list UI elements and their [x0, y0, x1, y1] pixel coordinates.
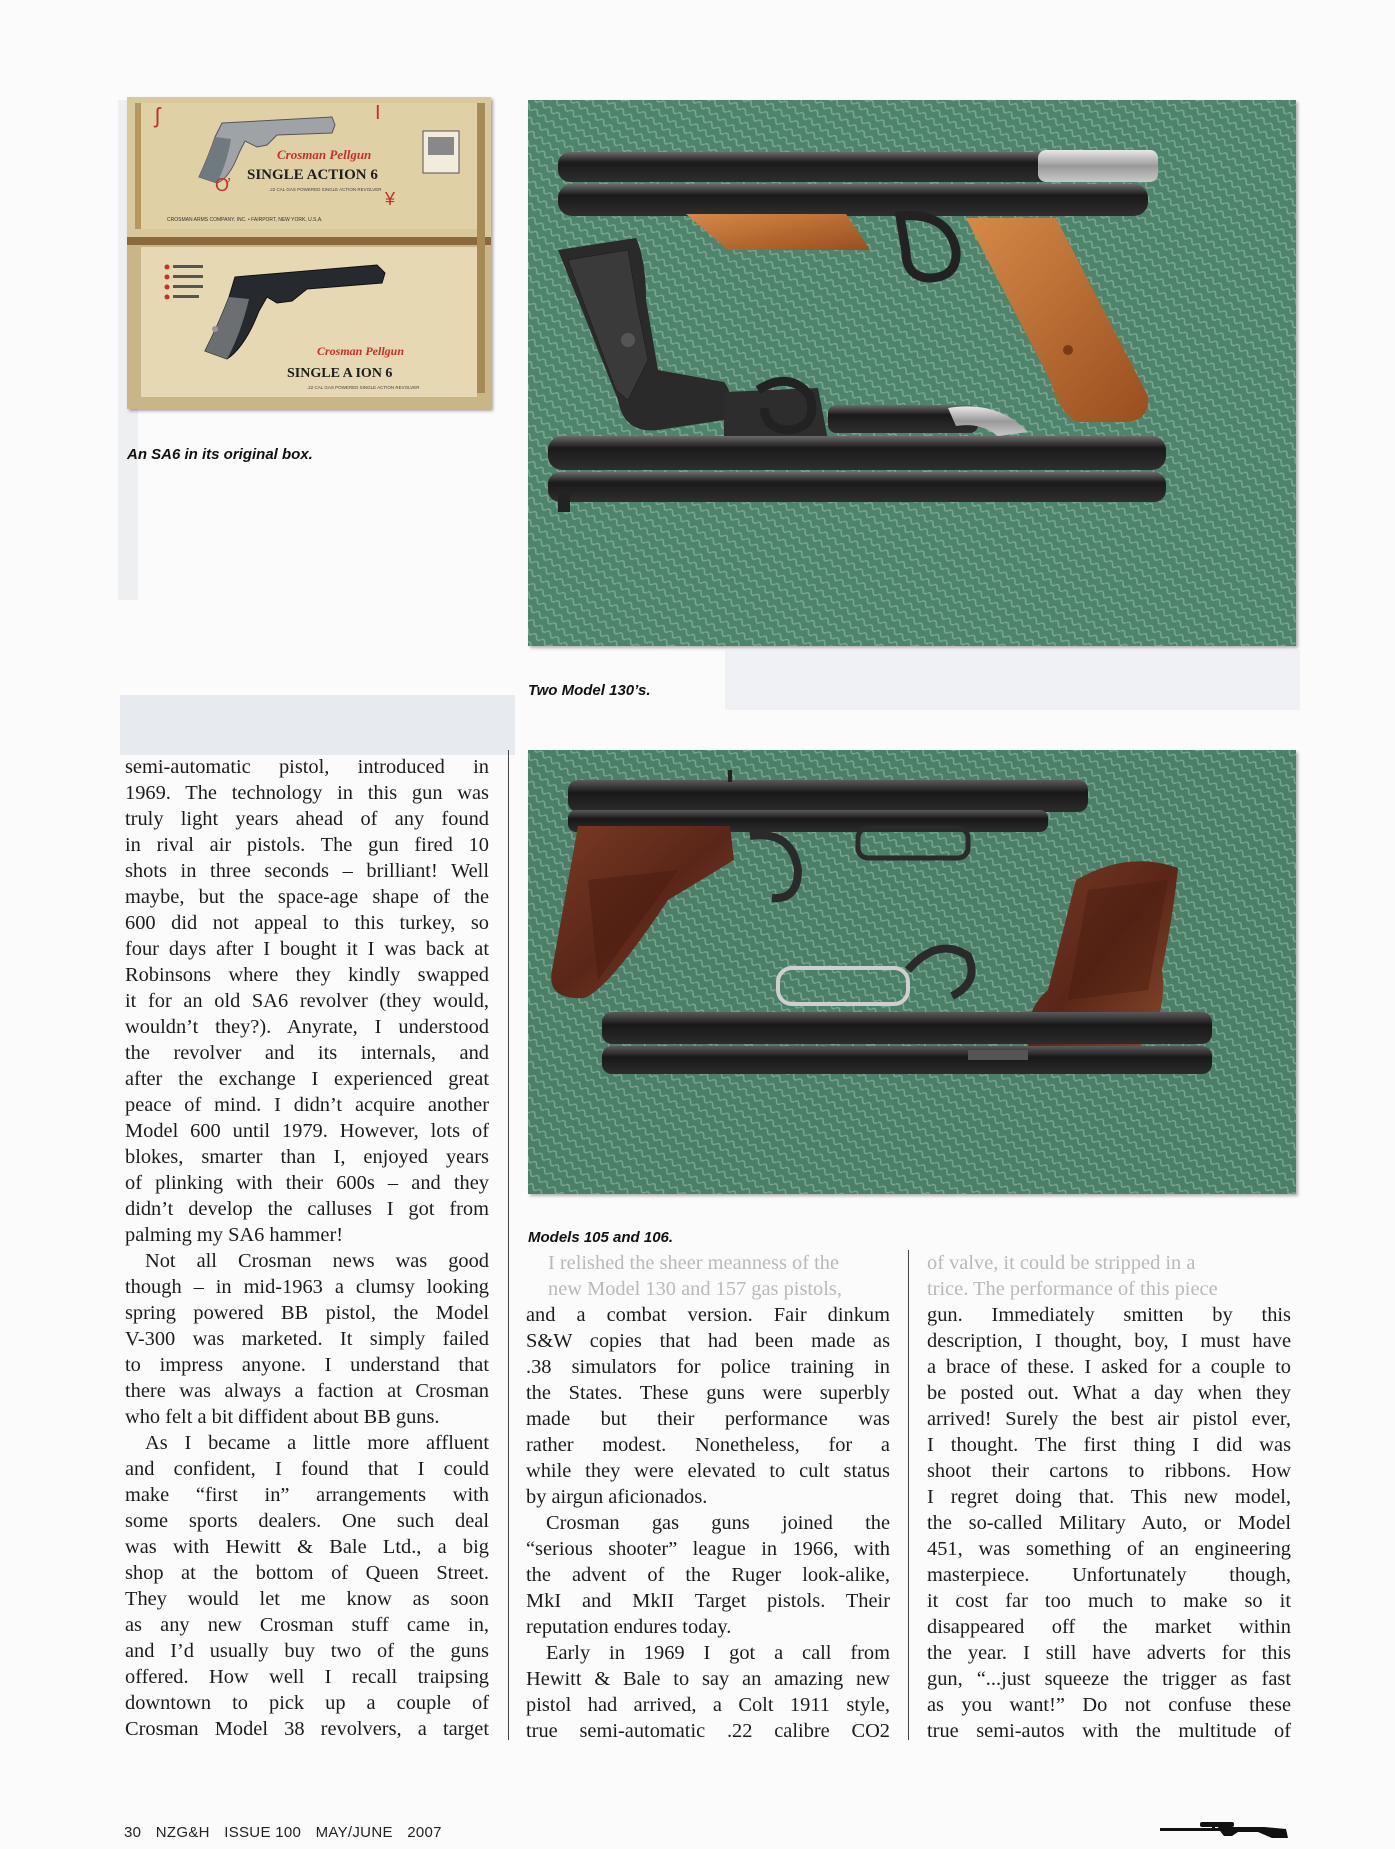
text-line: As I became a little more affluent — [145, 1432, 489, 1454]
page-number: 30 — [124, 1824, 142, 1841]
text-line: pistol had arrived, a Colt 1911 style, — [526, 1694, 890, 1716]
bleed-shadow — [120, 695, 515, 755]
caption-models-105-106: Models 105 and 106. — [528, 1229, 674, 1246]
inner-subtitle: .22 CAL GAS POWERED SINGLE ACTION REVOLVER — [307, 385, 420, 390]
text-line: 451, was something of an engineering — [927, 1538, 1291, 1560]
text-line: arrived! Surely the best air pistol ever, — [927, 1408, 1291, 1430]
text-line: .38 simulators for police training in — [526, 1356, 890, 1378]
text-line: who felt a bit diffident about BB guns. — [125, 1406, 440, 1428]
text-line: was with Hewitt & Bale Ltd., a big — [125, 1536, 489, 1558]
text-line: true semi-autos with the multitude of — [927, 1720, 1291, 1742]
text-line: and confident, I found that I could — [125, 1458, 489, 1480]
photo-sa6-box — [127, 97, 491, 409]
text-line: make “first in” arrangements with — [125, 1484, 489, 1506]
column-rule — [508, 750, 509, 1740]
bleed-through-text: of valve, it could be stripped in a trice. The performance of this piece — [927, 1252, 1218, 1300]
text-line: disappeared off the market within — [927, 1616, 1291, 1638]
text-line: to impress anyone. I understand that — [125, 1354, 489, 1376]
text-line: there was always a faction at Crosman — [125, 1380, 489, 1402]
inner-title: SINGLE A ION 6 — [287, 366, 393, 381]
column-rule — [908, 1250, 909, 1740]
text-line: 1969. The technology in this gun was — [125, 782, 489, 804]
text-line: They would let me know as soon — [125, 1588, 489, 1610]
page-footer — [124, 1824, 452, 1841]
text-line: rather modest. Nonetheless, for a — [526, 1434, 890, 1456]
text-line: masterpiece. Unfortunately though, — [927, 1564, 1291, 1586]
box-address: CROSMAN ARMS COMPANY, INC. • FAIRPORT, NEW YORK, U.S.A. — [167, 217, 323, 223]
magazine-name: NZG&H — [155, 1824, 210, 1841]
text-line: though – in mid-1963 a clumsy looking — [125, 1276, 489, 1298]
article-column-1 — [125, 754, 489, 1742]
text-line: S&W copies that had been made as — [526, 1330, 890, 1352]
text-line: the year. I still have adverts for this — [927, 1642, 1291, 1664]
caption-sa6: An SA6 in its original box. — [127, 446, 313, 463]
text-line: peace of mind. I didn’t acquire another — [125, 1094, 489, 1116]
text-line: Early in 1969 I got a call from — [546, 1642, 890, 1664]
text-line: Crosman Model 38 revolvers, a target — [125, 1718, 489, 1740]
text-line: of plinking with their 600s – and they — [125, 1172, 489, 1194]
issue-date: MAY/JUNE — [315, 1824, 393, 1841]
text-line: gun. Immediately smitten by this — [927, 1304, 1291, 1326]
box-brand: Crosman Pellgun — [277, 147, 372, 162]
text-line: as you want!” Do not confuse these — [927, 1694, 1291, 1716]
article-column-2 — [526, 1302, 890, 1744]
text-line: and I’d usually buy two of the guns — [125, 1640, 489, 1662]
text-line: shoot their cartons to ribbons. How — [927, 1460, 1291, 1482]
text-line: a brace of these. I asked for a couple to — [927, 1356, 1291, 1378]
text-line: shots in three seconds – brilliant! Well — [125, 860, 489, 882]
text-line: V-300 was marketed. It simply failed — [125, 1328, 489, 1350]
text-line: some sports dealers. One such deal — [125, 1510, 489, 1532]
text-line: it for an old SA6 revolver (they would, — [125, 990, 489, 1012]
text-line: after the exchange I experienced great — [125, 1068, 489, 1090]
text-line: in rival air pistols. The gun fired 10 — [125, 834, 489, 856]
text-line: truly light years ahead of any found — [125, 808, 489, 830]
text-line: offered. How well I recall traipsing — [125, 1666, 489, 1688]
svg-text:ʃ: ʃ — [155, 103, 160, 128]
text-line: Hewitt & Bale to say an amazing new — [526, 1668, 890, 1690]
text-line: gun, “...just squeeze the trigger as fast — [927, 1668, 1291, 1690]
text-line: I thought. The first thing I did was — [927, 1434, 1291, 1456]
text-line: didn’t develop the calluses I got from — [125, 1198, 489, 1220]
text-line: the States. These guns were superbly — [526, 1382, 890, 1404]
text-line: the revolver and its internals, and — [125, 1042, 489, 1064]
photo-two-model-130 — [528, 100, 1296, 646]
bleed-shadow — [725, 650, 1300, 710]
text-line: true semi-automatic .22 calibre CO2 — [526, 1720, 890, 1742]
text-line: four days after I bought it I was back at — [125, 938, 489, 960]
text-line: Model 600 until 1979. However, lots of — [125, 1120, 489, 1142]
text-line: palming my SA6 hammer! — [125, 1224, 344, 1246]
text-line: Not all Crosman news was good — [145, 1250, 489, 1272]
svg-text:¥: ¥ — [385, 189, 396, 209]
box-subtitle: .22 CAL GAS POWERED SINGLE ACTION REVOLVER — [269, 187, 382, 192]
box-title: SINGLE ACTION 6 — [247, 167, 378, 183]
caption-model-130: Two Model 130’s. — [528, 682, 651, 699]
issue-year: 2007 — [407, 1824, 442, 1841]
svg-text:I: I — [375, 102, 381, 124]
text-line: spring powered BB pistol, the Model — [125, 1302, 489, 1324]
text-line: made but their performance was — [526, 1408, 890, 1430]
text-line: and a combat version. Fair dinkum — [526, 1304, 890, 1326]
text-line: “serious shooter” league in 1966, with — [526, 1538, 890, 1560]
svg-text:Ơ: Ơ — [215, 175, 231, 195]
text-line: description, I thought, boy, I must have — [927, 1330, 1291, 1352]
text-line: I regret doing that. This new model, — [927, 1486, 1291, 1508]
text-line: Crosman gas guns joined the — [546, 1512, 890, 1534]
text-line: semi-automatic pistol, introduced in — [125, 756, 489, 778]
text-line: MkI and MkII Target pistols. Their — [526, 1590, 890, 1612]
issue-number: ISSUE 100 — [224, 1824, 302, 1841]
text-line: it cost far too much to make so it — [927, 1590, 1291, 1612]
bleed-through-text: I relished the sheer meanness of the new Model 130 and 157 gas pistols, — [548, 1252, 842, 1300]
text-line: be posted out. What a day when they — [927, 1382, 1291, 1404]
text-line: Robinsons where they kindly swapped — [125, 964, 489, 986]
text-line: the advent of the Ruger look-alike, — [526, 1564, 890, 1586]
rifle-icon — [1160, 1820, 1290, 1842]
text-line: downtown to pick up a couple of — [125, 1692, 489, 1714]
photo-models-105-106 — [528, 750, 1296, 1194]
text-line: the so-called Military Auto, or Model — [927, 1512, 1291, 1534]
text-line: shop at the bottom of Queen Street. — [125, 1562, 489, 1584]
text-line: blokes, smarter than I, enjoyed years — [125, 1146, 489, 1168]
text-line: reputation endures today. — [526, 1616, 732, 1638]
inner-brand: Crosman Pellgun — [317, 344, 405, 358]
text-line: as any new Crosman stuff came in, — [125, 1614, 489, 1636]
text-line: maybe, but the space-age shape of the — [125, 886, 489, 908]
text-line: wouldn’t they?). Anyrate, I understood — [125, 1016, 489, 1038]
article-column-3 — [927, 1302, 1291, 1744]
text-line: by airgun aficionados. — [526, 1486, 708, 1508]
text-line: while they were elevated to cult status — [526, 1460, 890, 1482]
text-line: 600 did not appeal to this turkey, so — [125, 912, 489, 934]
